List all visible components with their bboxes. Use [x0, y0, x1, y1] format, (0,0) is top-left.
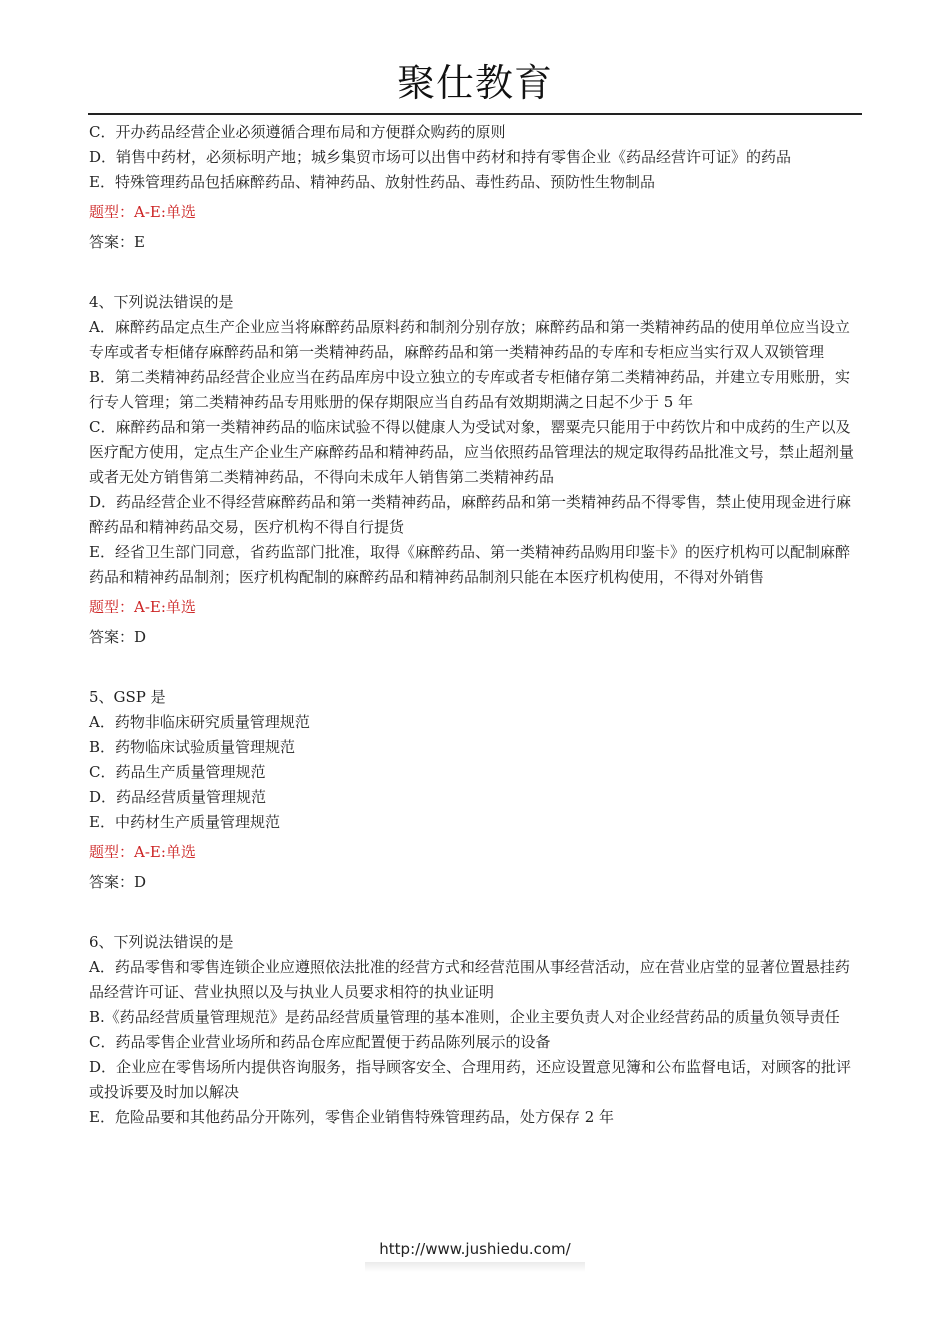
option-c: C．开办药品经营企业必须遵循合理布局和方便群众购药的原则: [89, 123, 506, 141]
option-a: A．麻醉药品定点生产企业应当将麻醉药品原料药和制剂分别存放；麻醉药品和第一类精神药品的使用单位应当设立专库或者专柜储存麻醉药品和第一类精神药品，麻醉药品和第一类精神药品的专库和专柜应当实行双人双锁管理: [89, 318, 850, 361]
option-d: D．药品经营企业不得经营麻醉药品和第一类精神药品，麻醉药品和第一类精神药品不得零售，禁止使用现金进行麻醉药品和精神药品交易，医疗机构不得自行提货: [89, 493, 852, 536]
question-title: 6、下列说法错误的是: [89, 933, 234, 951]
option-e: E．经省卫生部门同意，省药监部门批准，取得《麻醉药品、第一类精神药品购用印鉴卡》的医疗机构可以配制麻醉药品和精神药品制剂；医疗机构配制的麻醉药品和精神药品制剂只能在本医疗机构使用，不得对外销售: [89, 543, 850, 586]
document-body: [89, 120, 861, 1130]
option-c: C．药品零售企业营业场所和药品仓库应配置便于药品陈列展示的设备: [89, 1033, 551, 1051]
option-c: C．药品生产质量管理规范: [89, 763, 266, 781]
answer-label: 答案：D: [89, 628, 147, 646]
option-a: A．药品零售和零售连锁企业应遵照依法批准的经营方式和经营范围从事经营活动，应在营业店堂的显著位置悬挂药品经营许可证、营业执照以及与执业人员要求相符的执业证明: [89, 958, 850, 1001]
document-header-title: 聚仕教育: [396, 61, 553, 105]
option-b: B．药物临床试验质量管理规范: [89, 738, 296, 756]
option-b: B.《药品经营质量管理规范》是药品经营质量管理的基本准则，企业主要负责人对企业经营药品的质量负领导责任: [89, 1008, 840, 1026]
question-type-label: 题型：A-E:单选: [89, 598, 196, 616]
question-type-label: 题型：A-E:单选: [89, 843, 196, 861]
question-title: 4、下列说法错误的是: [89, 293, 234, 311]
answer-label: 答案：D: [89, 873, 147, 891]
answer-label: 答案：E: [89, 233, 145, 251]
question-block-4: [89, 290, 861, 650]
header-divider: [88, 113, 862, 115]
footer-underline-shadow: [365, 1262, 585, 1272]
question-title: 5、GSP 是: [89, 688, 166, 706]
footer-website-link[interactable]: http://www.jushiedu.com/: [379, 1240, 571, 1258]
option-e: E．危险品要和其他药品分开陈列，零售企业销售特殊管理药品，处方保存 2 年: [89, 1108, 615, 1126]
question-block-6: [89, 930, 861, 1130]
question-block-5: [89, 685, 861, 895]
question-block-3: [89, 120, 861, 255]
option-d: D．药品经营质量管理规范: [89, 788, 267, 806]
option-c: C．麻醉药品和第一类精神药品的临床试验不得以健康人为受试对象，罂粟壳只能用于中药饮片和中成药的生产以及医疗配方使用，定点生产企业生产麻醉药品和精神药品，应当依照药品管理法的规定取得药品批准文号，禁止超剂量或者无处方销售第二类精神药品，不得向未成年人销售第二类精神药品: [89, 418, 855, 486]
option-a: A．药物非临床研究质量管理规范: [89, 713, 310, 731]
question-type-label: 题型：A-E:单选: [89, 203, 196, 221]
option-b: B．第二类精神药品经营企业应当在药品库房中设立独立的专库或者专柜储存第二类精神药品，并建立专用账册，实行专人管理；第二类精神药品专用账册的保存期限应当自药品有效期期满之日起不少于 5 年: [89, 368, 851, 411]
option-e: E．中药材生产质量管理规范: [89, 813, 280, 831]
option-e: E．特殊管理药品包括麻醉药品、精神药品、放射性药品、毒性药品、预防性生物制品: [89, 173, 655, 191]
option-d: D．销售中药材，必须标明产地；城乡集贸市场可以出售中药材和持有零售企业《药品经营许可证》的药品: [89, 148, 792, 166]
option-d: D．企业应在零售场所内提供咨询服务，指导顾客安全、合理用药，还应设置意见簿和公布监督电话，对顾客的批评或投诉要及时加以解决: [89, 1058, 852, 1101]
